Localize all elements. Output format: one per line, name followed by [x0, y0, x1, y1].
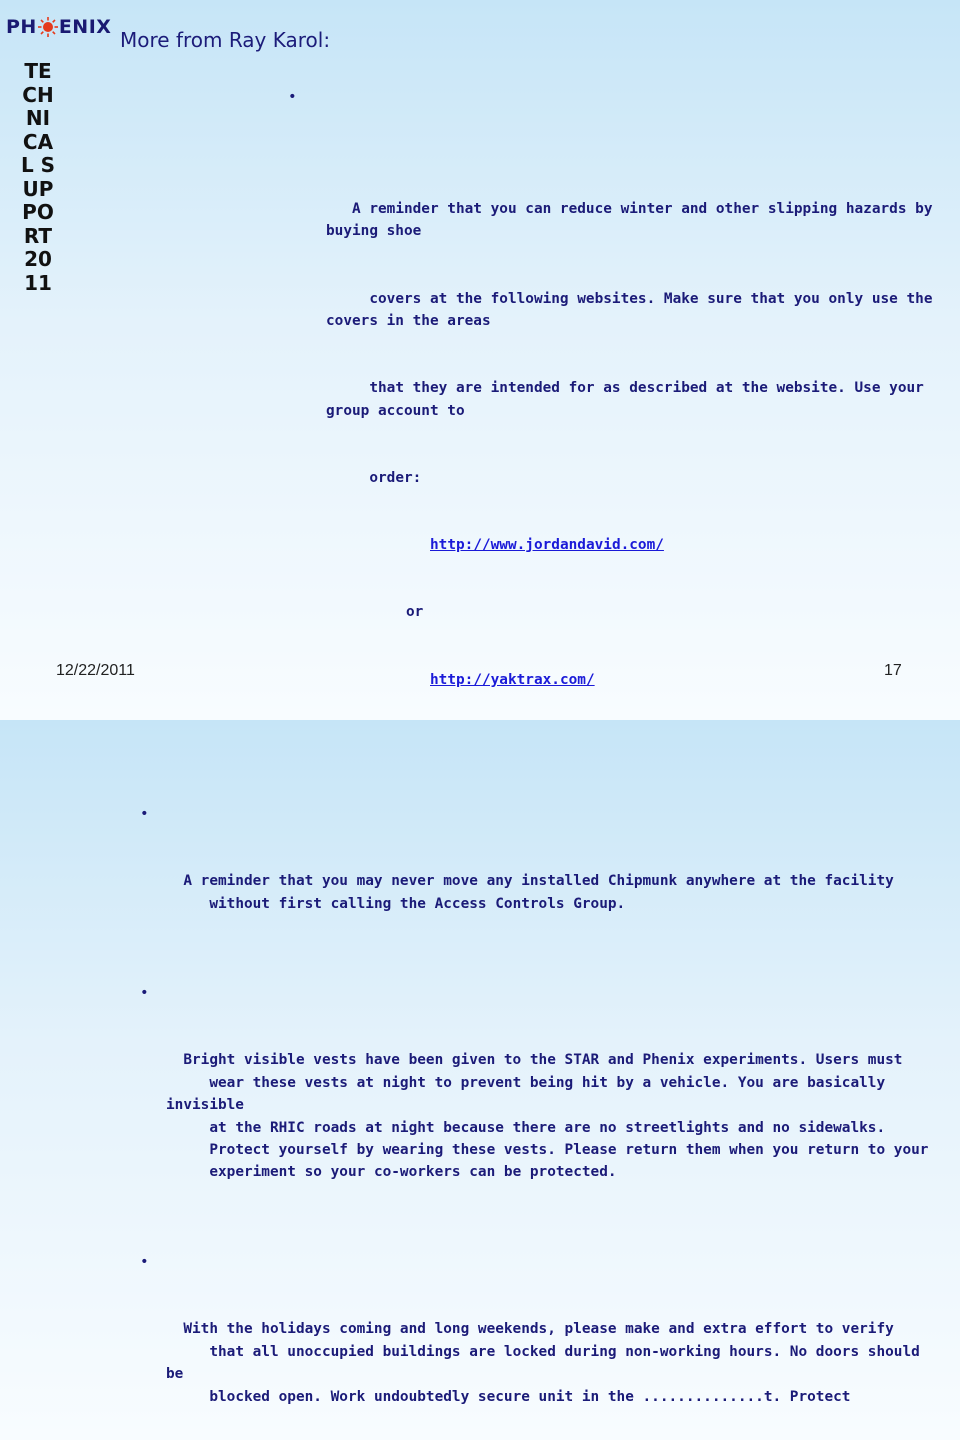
bullet-shoe-covers [288, 86, 940, 781]
bullet-dot: • [288, 89, 297, 105]
yaktrax-link[interactable]: http://yaktrax.com/ [430, 671, 595, 688]
slide-content [140, 86, 940, 1440]
bullet-dot: • [140, 805, 149, 822]
bullet-1-line-4: order: [326, 469, 422, 486]
bullet-1-line-3: that they are intended for as described at the website. Use your group account to [326, 380, 933, 419]
bullet-3-text: Bright visible vests have been given to the STAR and Phenix experiments. Users must wear these vests at night to prevent being hit by a vehicle. You are basically invisible at the RHIC roads at night because there are no streetlights and no sidewalks. Protect yourself by wearing these vests. Please return them when you return to your experiment so your co-workers can be protected. [166, 1052, 929, 1181]
bullet-2-text: A reminder that you may never move any installed Chipmunk anywhere at the facility without first calling the Access Controls Group. [183, 873, 894, 912]
bullet-dot: • [140, 985, 149, 1002]
footer-date: 12/22/2011 [56, 662, 135, 679]
or-text: or [406, 604, 424, 621]
bullet-4-text: With the holidays coming and long weekends, please make and extra effort to verify that all unoccupied buildings are locked during non-working hours. No doors should be blocked open. Work undoubtedly secure unit in the ..............t. Protect [166, 1321, 920, 1405]
logo-text-part2: ENIX [58, 16, 112, 38]
bullet-dot: • [140, 1254, 149, 1271]
phenix-logo [6, 16, 111, 38]
bullet-vests [140, 982, 940, 1228]
sun-icon [38, 17, 58, 37]
bullet-1-line-2: covers at the following websites. Make sure that you only use the covers in the areas [326, 290, 942, 330]
page-number: 17 [884, 662, 902, 679]
logo-text-part1: PH [6, 16, 37, 38]
jordandavid-link[interactable]: http://www.jordandavid.com/ [430, 537, 664, 554]
bullet-holidays [140, 1251, 940, 1440]
sidebar-title: TECHNICAL SUPPORT 2011 [20, 59, 60, 295]
bullet-chipmunk [140, 803, 940, 960]
bullet-1-line-1: A reminder that you can reduce winter and other slipping hazards by buying shoe [326, 201, 942, 240]
slide-heading: More from Ray Karol: [120, 28, 331, 52]
